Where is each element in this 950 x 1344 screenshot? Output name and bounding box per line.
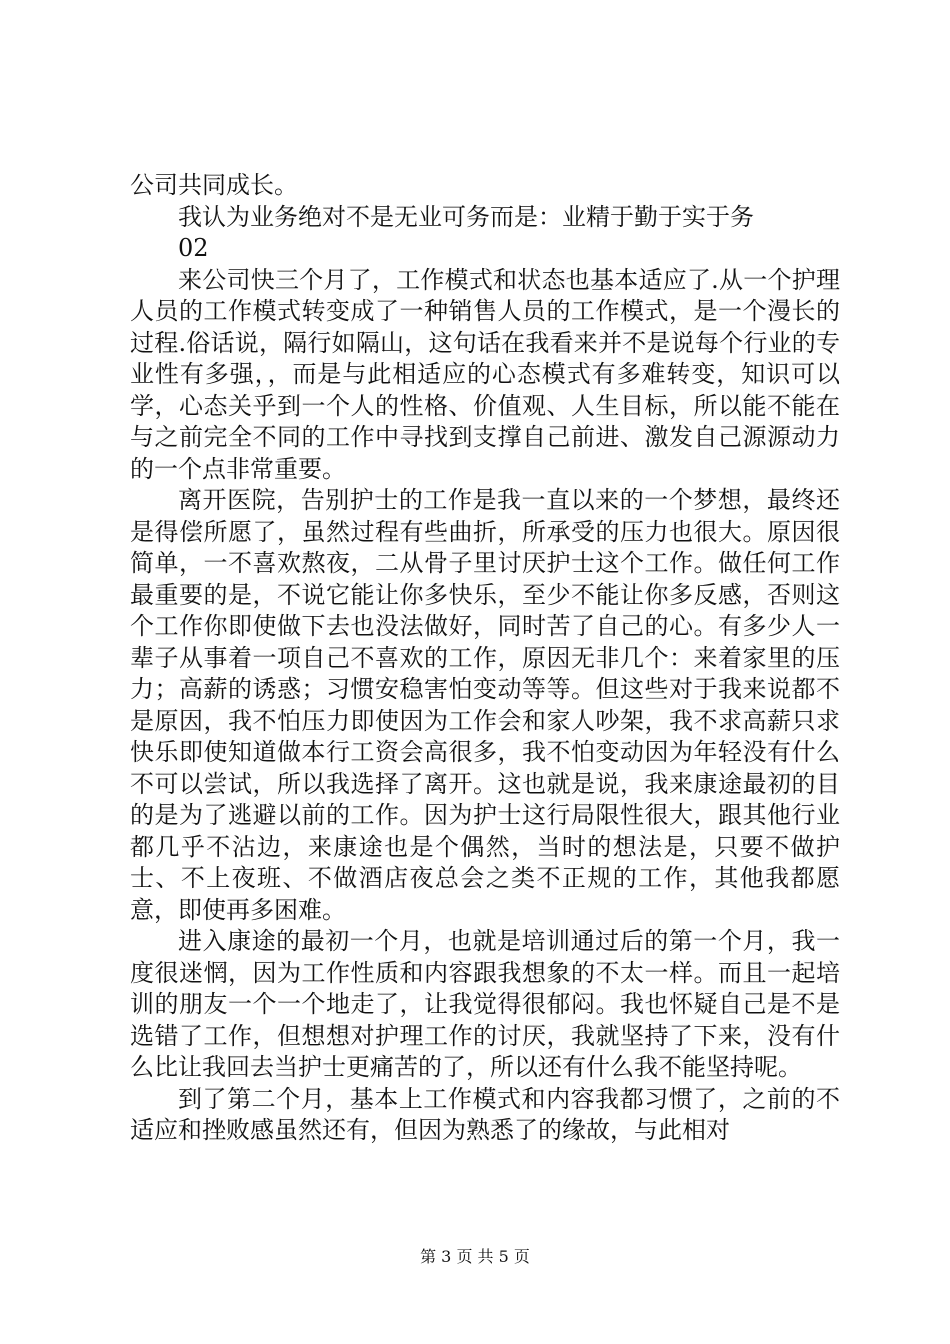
paragraph-continuation: 公司共同成长。 <box>130 171 298 199</box>
paragraph-leaving-hospital: 离开医院，告别护士的工作是我一直以来的一个梦想，最终还是得偿所愿了，虽然过程有些曲折，所承受的压力也很大。原因很简单，一不喜欢熬夜，二从骨子里讨厌护士这个工作。做任何工作最重要的是，不说它能让你多快乐，至少不能让你多反感，否则这个工作你即使做下去也没法做好，同时苦了自己的心。有多少人一辈子从事着一项自己不喜欢的工作，原因无非几个：来着家里的压力；高薪的诱惑；习惯安稳害怕变动等等。但这些对于我来说都不是原因，我不怕压力即使因为工作会和家人吵架，我不求高薪只求快乐即使知道做本行工资会高很多，我不怕变动因为年轻没有什么不可以尝试，所以我选择了离开。这也就是说，我来康途最初的目的是为了逃避以前的工作。因为护士这行局限性很大，跟其他行业都几乎不沾边，来康途也是个偶然，当时的想法是，只要不做护士、不上夜班、不做酒店夜总会之类不正规的工作，其他我都愿意，即使再多困难。 <box>130 486 840 924</box>
paragraph-first-month: 进入康途的最初一个月，也就是培训通过后的第一个月，我一度很迷惘，因为工作性质和内容跟我想象的不太一样。而且一起培训的朋友一个一个地走了，让我觉得很郁闷。我也怀疑自己是不是选错了工作，但想想对护理工作的讨厌，我就坚持了下来，没有什么比让我回去当护士更痛苦的了，所以还有什么我不能坚持呢。 <box>130 927 840 1081</box>
section-number: 02 <box>178 234 209 262</box>
paragraph-motto: 我认为业务绝对不是无业可务而是：业精于勤于实于务 <box>178 202 754 231</box>
document-body <box>130 170 840 1147</box>
paragraph-second-month: 到了第二个月，基本上工作模式和内容我都习惯了，之前的不适应和挫败感虽然还有，但因为熟悉了的缘故，与此相对 <box>130 1084 840 1144</box>
page-number-footer: 第 3 页 共 5 页 <box>420 1247 530 1266</box>
paragraph-intro: 来公司快三个月了，工作模式和状态也基本适应了.从一个护理人员的工作模式转变成了一种销售人员的工作模式，是一个漫长的过程.俗话说，隔行如隔山，这句话在我看来并不是说每个行业的专业性有多强，，而是与此相适应的心态模式有多难转变，知识可以学，心态关乎到一个人的性格、价值观、人生目标，所以能不能在与之前完全不同的工作中寻找到支撑自己前进、激发自己源源动力的一个点非常重要。 <box>130 265 840 483</box>
